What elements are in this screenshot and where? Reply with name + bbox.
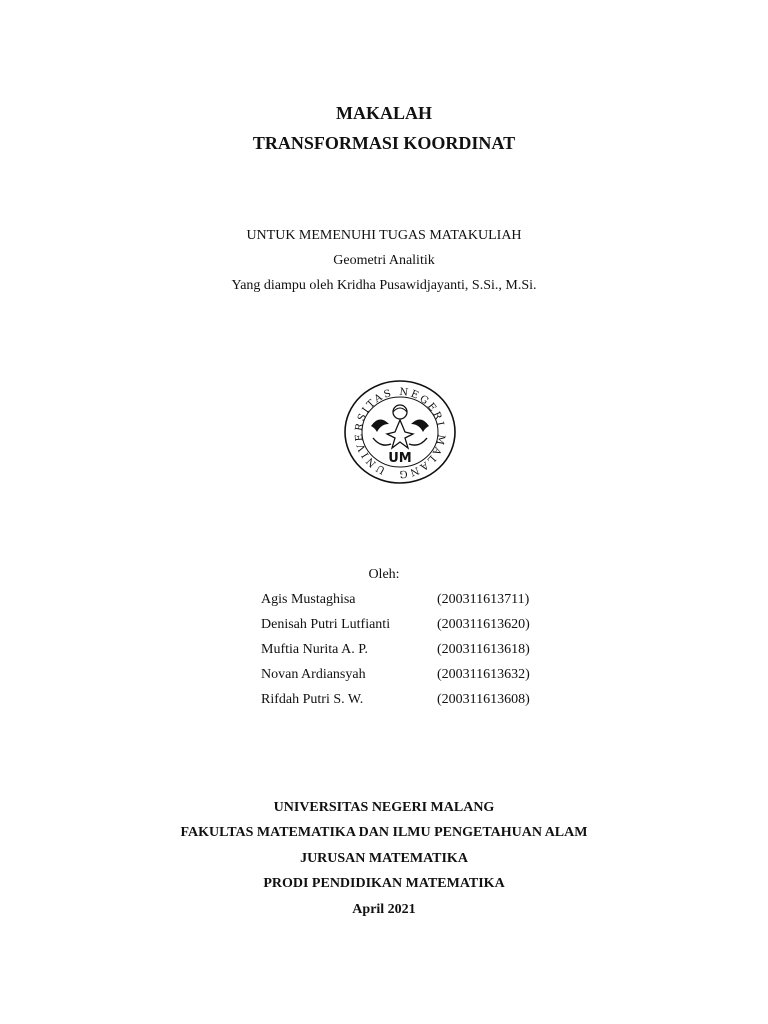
list-item bbox=[261, 592, 530, 608]
university-seal-icon bbox=[341, 378, 459, 486]
list-item bbox=[261, 692, 530, 708]
department-name: JURUSAN MATEMATIKA bbox=[300, 851, 468, 866]
author-nim: (200311613711) bbox=[437, 592, 530, 607]
seal-ring-left: UNIVERSITAS bbox=[353, 387, 395, 476]
lecturer-line: Yang diampu oleh Kridha Pusawidjayanti, S.Si., M.Si. bbox=[231, 278, 537, 293]
author-name: Rifdah Putri S. W. bbox=[261, 692, 364, 707]
course-name: Geometri Analitik bbox=[333, 253, 435, 268]
university-name: UNIVERSITAS NEGERI MALANG bbox=[273, 800, 495, 815]
document-date: April 2021 bbox=[352, 902, 416, 917]
author-name: Agis Mustaghisa bbox=[261, 592, 356, 607]
author-name: Muftia Nurita A. P. bbox=[261, 642, 368, 657]
authors-label: Oleh: bbox=[368, 567, 400, 582]
purpose-line: UNTUK MEMENUHI TUGAS MATAKULIAH bbox=[246, 228, 522, 243]
seal-monogram: UM bbox=[388, 451, 412, 466]
document-subtitle: TRANSFORMASI KOORDINAT bbox=[252, 133, 516, 153]
faculty-name: FAKULTAS MATEMATIKA DAN ILMU PENGETAHUAN ALAM bbox=[180, 825, 588, 840]
author-nim: (200311613620) bbox=[437, 617, 530, 632]
list-item bbox=[261, 667, 530, 683]
author-name: Denisah Putri Lutfianti bbox=[261, 617, 391, 632]
seal-ring-top: NEGERI bbox=[398, 386, 446, 430]
author-nim: (200311613618) bbox=[437, 642, 530, 657]
seal-ring-right: MALANG bbox=[396, 433, 447, 480]
list-item bbox=[261, 642, 530, 658]
author-nim: (200311613608) bbox=[437, 692, 530, 707]
list-item bbox=[261, 617, 530, 633]
author-name: Novan Ardiansyah bbox=[261, 667, 366, 682]
document-title: MAKALAH bbox=[336, 103, 432, 123]
author-nim: (200311613632) bbox=[437, 667, 530, 682]
program-name: PRODI PENDIDIKAN MATEMATIKA bbox=[263, 876, 505, 891]
